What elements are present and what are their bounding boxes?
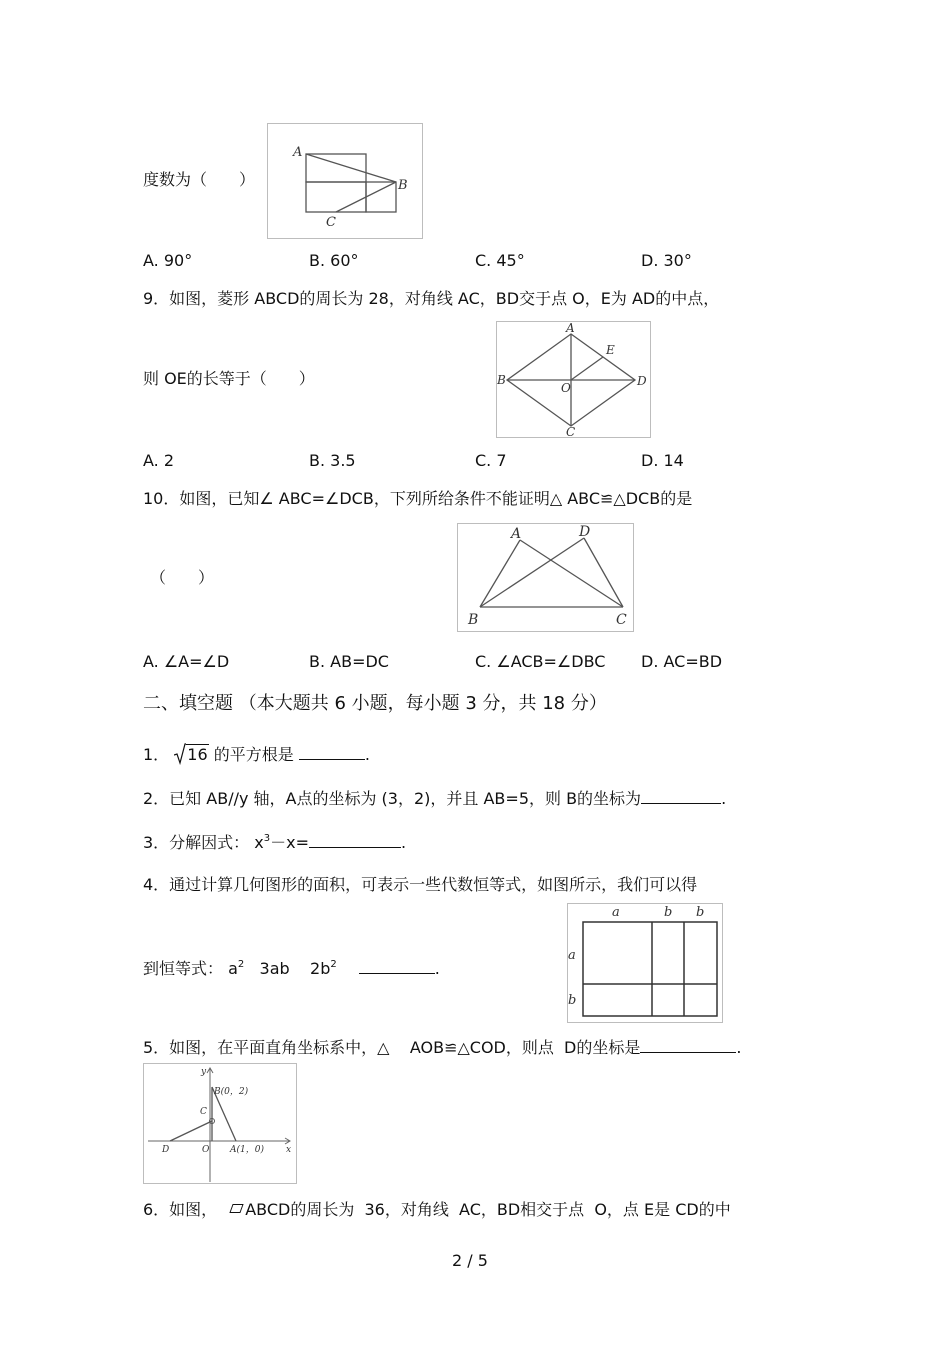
fill-q4-line2 bbox=[143, 958, 440, 982]
q5-label-o: O bbox=[202, 1145, 210, 1155]
parallelogram-icon bbox=[230, 1204, 244, 1213]
fill-q3-blank[interactable] bbox=[309, 832, 401, 848]
fill-q3-post: －x= bbox=[270, 833, 310, 852]
fill-q2 bbox=[143, 788, 726, 809]
q4-label-left-a: a bbox=[568, 948, 576, 963]
q5-label-c: C bbox=[200, 1107, 207, 1117]
q5-label-d: D bbox=[162, 1145, 170, 1155]
fill-q4-pre: 到恒等式： a bbox=[143, 959, 238, 978]
fill-q2-text: 2．已知 AB//y 轴，A点的坐标为 (3，2)，并且 AB=5，则 B的坐标为 bbox=[143, 789, 642, 808]
fill-q4-end: . bbox=[434, 959, 440, 978]
q4-area-figure bbox=[567, 903, 723, 1023]
fill-q1 bbox=[143, 744, 370, 765]
q5-label-y: y bbox=[201, 1067, 207, 1077]
q10-label-c: C bbox=[616, 612, 627, 628]
fill-q2-blank[interactable] bbox=[641, 788, 721, 804]
q9-label-o: O bbox=[561, 381, 571, 395]
fill-q6-num: 6．如图， bbox=[143, 1200, 218, 1219]
q4-label-top-b2: b bbox=[696, 905, 705, 920]
q10-option-a: A. ∠A=∠D bbox=[143, 652, 230, 671]
q10-label-b: B bbox=[468, 612, 479, 628]
q8-option-c: C. 45° bbox=[475, 251, 525, 270]
q5-label-x: x bbox=[286, 1145, 292, 1155]
fill-q5-end: . bbox=[736, 1038, 742, 1057]
q8-option-b: B. 60° bbox=[309, 251, 359, 270]
fill-q4: 4．通过计算几何图形的面积，可表示一些代数恒等式，如图所示，我们可以得 bbox=[143, 875, 698, 894]
sqrt-symbol bbox=[174, 745, 208, 765]
q10-stem: 10．如图，已知∠ ABC=∠DCB，下列所给条件不能证明△ ABC≌△DCB的是 bbox=[143, 489, 693, 508]
q4-label-left-b: b bbox=[568, 993, 577, 1008]
q9-rhombus-figure bbox=[496, 321, 651, 438]
q5-coordinate-figure bbox=[143, 1063, 297, 1184]
fill-q4-sup1: 2 bbox=[237, 959, 245, 970]
q8-label-a: A bbox=[293, 145, 303, 160]
q9-label-e: E bbox=[606, 343, 615, 357]
fill-q3-pre: 3．分解因式： x bbox=[143, 833, 264, 852]
q9-label-c: C bbox=[566, 425, 576, 437]
q9-option-a: A. 2 bbox=[143, 451, 175, 470]
fill-q4-sup2: 2 bbox=[330, 959, 337, 970]
q8-stem-tail: 度数为（ ） bbox=[143, 170, 256, 189]
q5-label-a: A(1，0) bbox=[230, 1145, 264, 1155]
q9-option-d: D. 14 bbox=[641, 451, 684, 470]
fill-q6 bbox=[143, 1200, 731, 1220]
q4-label-top-a: a bbox=[612, 905, 620, 920]
q9-stem: 9．如图，菱形 ABCD的周长为 28，对角线 AC，BD交于点 O，E为 AD的中点， bbox=[143, 289, 720, 308]
q8-label-c: C bbox=[326, 215, 336, 230]
page-number: 2 / 5 bbox=[452, 1251, 488, 1270]
fill-q5-blank[interactable] bbox=[640, 1037, 736, 1053]
fill-q4-mid: 3ab 2b bbox=[244, 959, 331, 978]
q9-label-b: B bbox=[497, 373, 506, 387]
q9-label-d: D bbox=[637, 374, 647, 388]
fill-q1-radicand: 16 bbox=[187, 745, 208, 764]
q10-label-d: D bbox=[579, 524, 591, 540]
fill-q1-text: 的平方根是 bbox=[213, 745, 294, 764]
q8-figure bbox=[267, 123, 423, 239]
q10-option-c: C. ∠ACB=∠DBC bbox=[475, 652, 606, 671]
fill-q4-blank[interactable] bbox=[359, 958, 435, 974]
fill-q1-blank[interactable] bbox=[299, 744, 365, 760]
q5-label-b: B(0，2) bbox=[214, 1087, 249, 1097]
q8-label-b: B bbox=[398, 178, 408, 193]
q10-triangles-figure bbox=[457, 523, 634, 632]
fill-q5 bbox=[143, 1037, 741, 1058]
q10-stem-line2: （ ） bbox=[150, 568, 215, 587]
q10-option-b: B. AB=DC bbox=[309, 652, 389, 671]
q8-option-a: A. 90° bbox=[143, 251, 193, 270]
q9-option-c: C. 7 bbox=[475, 451, 507, 470]
fill-q5-text: 5．如图，在平面直角坐标系中，△ AOB≌△COD，则点 D的坐标是 bbox=[143, 1038, 641, 1057]
q9-label-a: A bbox=[566, 322, 575, 335]
q8-option-d: D. 30° bbox=[641, 251, 692, 270]
fill-q3-sup: 3 bbox=[263, 833, 271, 844]
section2-title: 二、填空题 （本大题共 6 小题，每小题 3 分，共 18 分） bbox=[143, 693, 607, 714]
fill-q1-num: 1． bbox=[143, 745, 170, 764]
q9-option-b: B. 3.5 bbox=[309, 451, 356, 470]
fill-q3-end: . bbox=[401, 833, 407, 852]
fill-q6-text: ABCD的周长为 36，对角线 AC，BD相交于点 O，点 E是 CD的中 bbox=[245, 1200, 731, 1219]
q10-label-a: A bbox=[511, 526, 522, 542]
q4-label-top-b1: b bbox=[664, 905, 673, 920]
q9-stem-line2: 则 OE的长等于（ ） bbox=[143, 369, 315, 388]
fill-q1-end: . bbox=[364, 745, 370, 764]
fill-q3 bbox=[143, 832, 406, 856]
fill-q2-end: . bbox=[721, 789, 727, 808]
q10-option-d: D. AC=BD bbox=[641, 652, 723, 671]
